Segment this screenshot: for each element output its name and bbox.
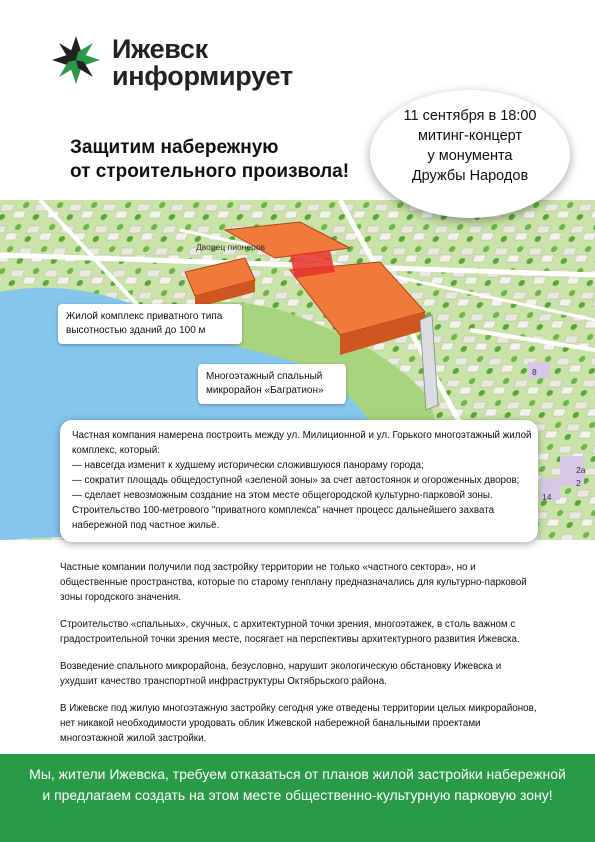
body-paragraph: Строительство «спальных», скучных, с архитектурной точки зрения, многоэтажек, в столь важном с градостроительной точки зрения месте, посягает на перспективы архитектурного развития Ижевска. (60, 619, 520, 645)
callout-line: Жилой комплекс приватного типа (66, 311, 223, 322)
body-paragraph: В Ижевске под жилую многоэтажную застройку сегодня уже отведены территории целых микрорайонов, нет никакой необходимости уродовать облик Ижевской набережной банальными проектами многоэтажной жилой застройки. (60, 703, 537, 744)
izhevsk-star-logo-icon (52, 36, 100, 84)
event-place-line2: Дружбы Народов (411, 168, 529, 184)
info-closing: Строительство 100-метрового "приватного комплекса" начнет процесс дальнейшего захвата набережной под частное жильё. (72, 505, 495, 531)
footer-demand (20, 764, 575, 806)
info-item: — сделает невозможным создание на этом месте общегородской культурно-парковой зоны. (72, 490, 493, 501)
event-datetime: 11 сентября в 18:00 (403, 108, 537, 124)
headline-line1: Защитим набережную (70, 137, 279, 158)
body-text (60, 560, 540, 758)
palace-of-pioneers-label: Дворец пионеров (196, 242, 266, 252)
building-number: 2 (576, 478, 581, 488)
event-place-line1: у монумента (427, 148, 513, 164)
info-item: — сократит площадь общедоступной «зеленой зоны» за счет автостоянок и огороженных дворов; (72, 475, 520, 486)
body-paragraph: Частные компании получили под застройку территории не только «частного сектора», но и общественные пространства, которые по старому генплану предназначались для культурно-парковой зоны городского значения. (60, 562, 527, 603)
callout-residential-complex (58, 304, 242, 344)
brand-line2: информирует (112, 61, 293, 91)
footer-line2: и предлагаем создать на этом месте общественно-культурную парковую зону! (42, 787, 553, 803)
headline (70, 136, 349, 184)
info-item: — навсегда изменит к худшему исторически сложившуюся панораму города; (72, 460, 424, 471)
event-bubble-text (370, 106, 570, 186)
info-intro: Частная компания намерена построить между ул. Милиционной и ул. Горького многоэтажный жилой комплекс, который: (72, 430, 532, 456)
info-box-text (72, 428, 532, 533)
callout-line: Многоэтажный спальный (206, 371, 323, 382)
building-number: 2а (576, 465, 586, 475)
callout-bagration-district (198, 364, 346, 404)
event-type: митинг-концерт (417, 128, 523, 144)
headline-line2: от строительного произвола! (70, 161, 350, 182)
brand-line1: Ижевск (112, 34, 208, 64)
body-paragraph: Возведение спального микрорайона, безусловно, нарушит экологическую обстановку Ижевска и ухудшит качество транспортной инфраструктуры Октябрьского района. (60, 661, 502, 687)
footer-line1: Мы, жители Ижевска, требуем отказаться от планов жилой застройки набережной (29, 766, 566, 782)
callout-line: высотностью зданий до 100 м (66, 325, 206, 336)
building-number: 14 (542, 492, 552, 502)
brand-title (112, 36, 293, 90)
callout-line: микрорайон «Багратион» (206, 385, 324, 396)
building-number: 8 (532, 367, 537, 377)
